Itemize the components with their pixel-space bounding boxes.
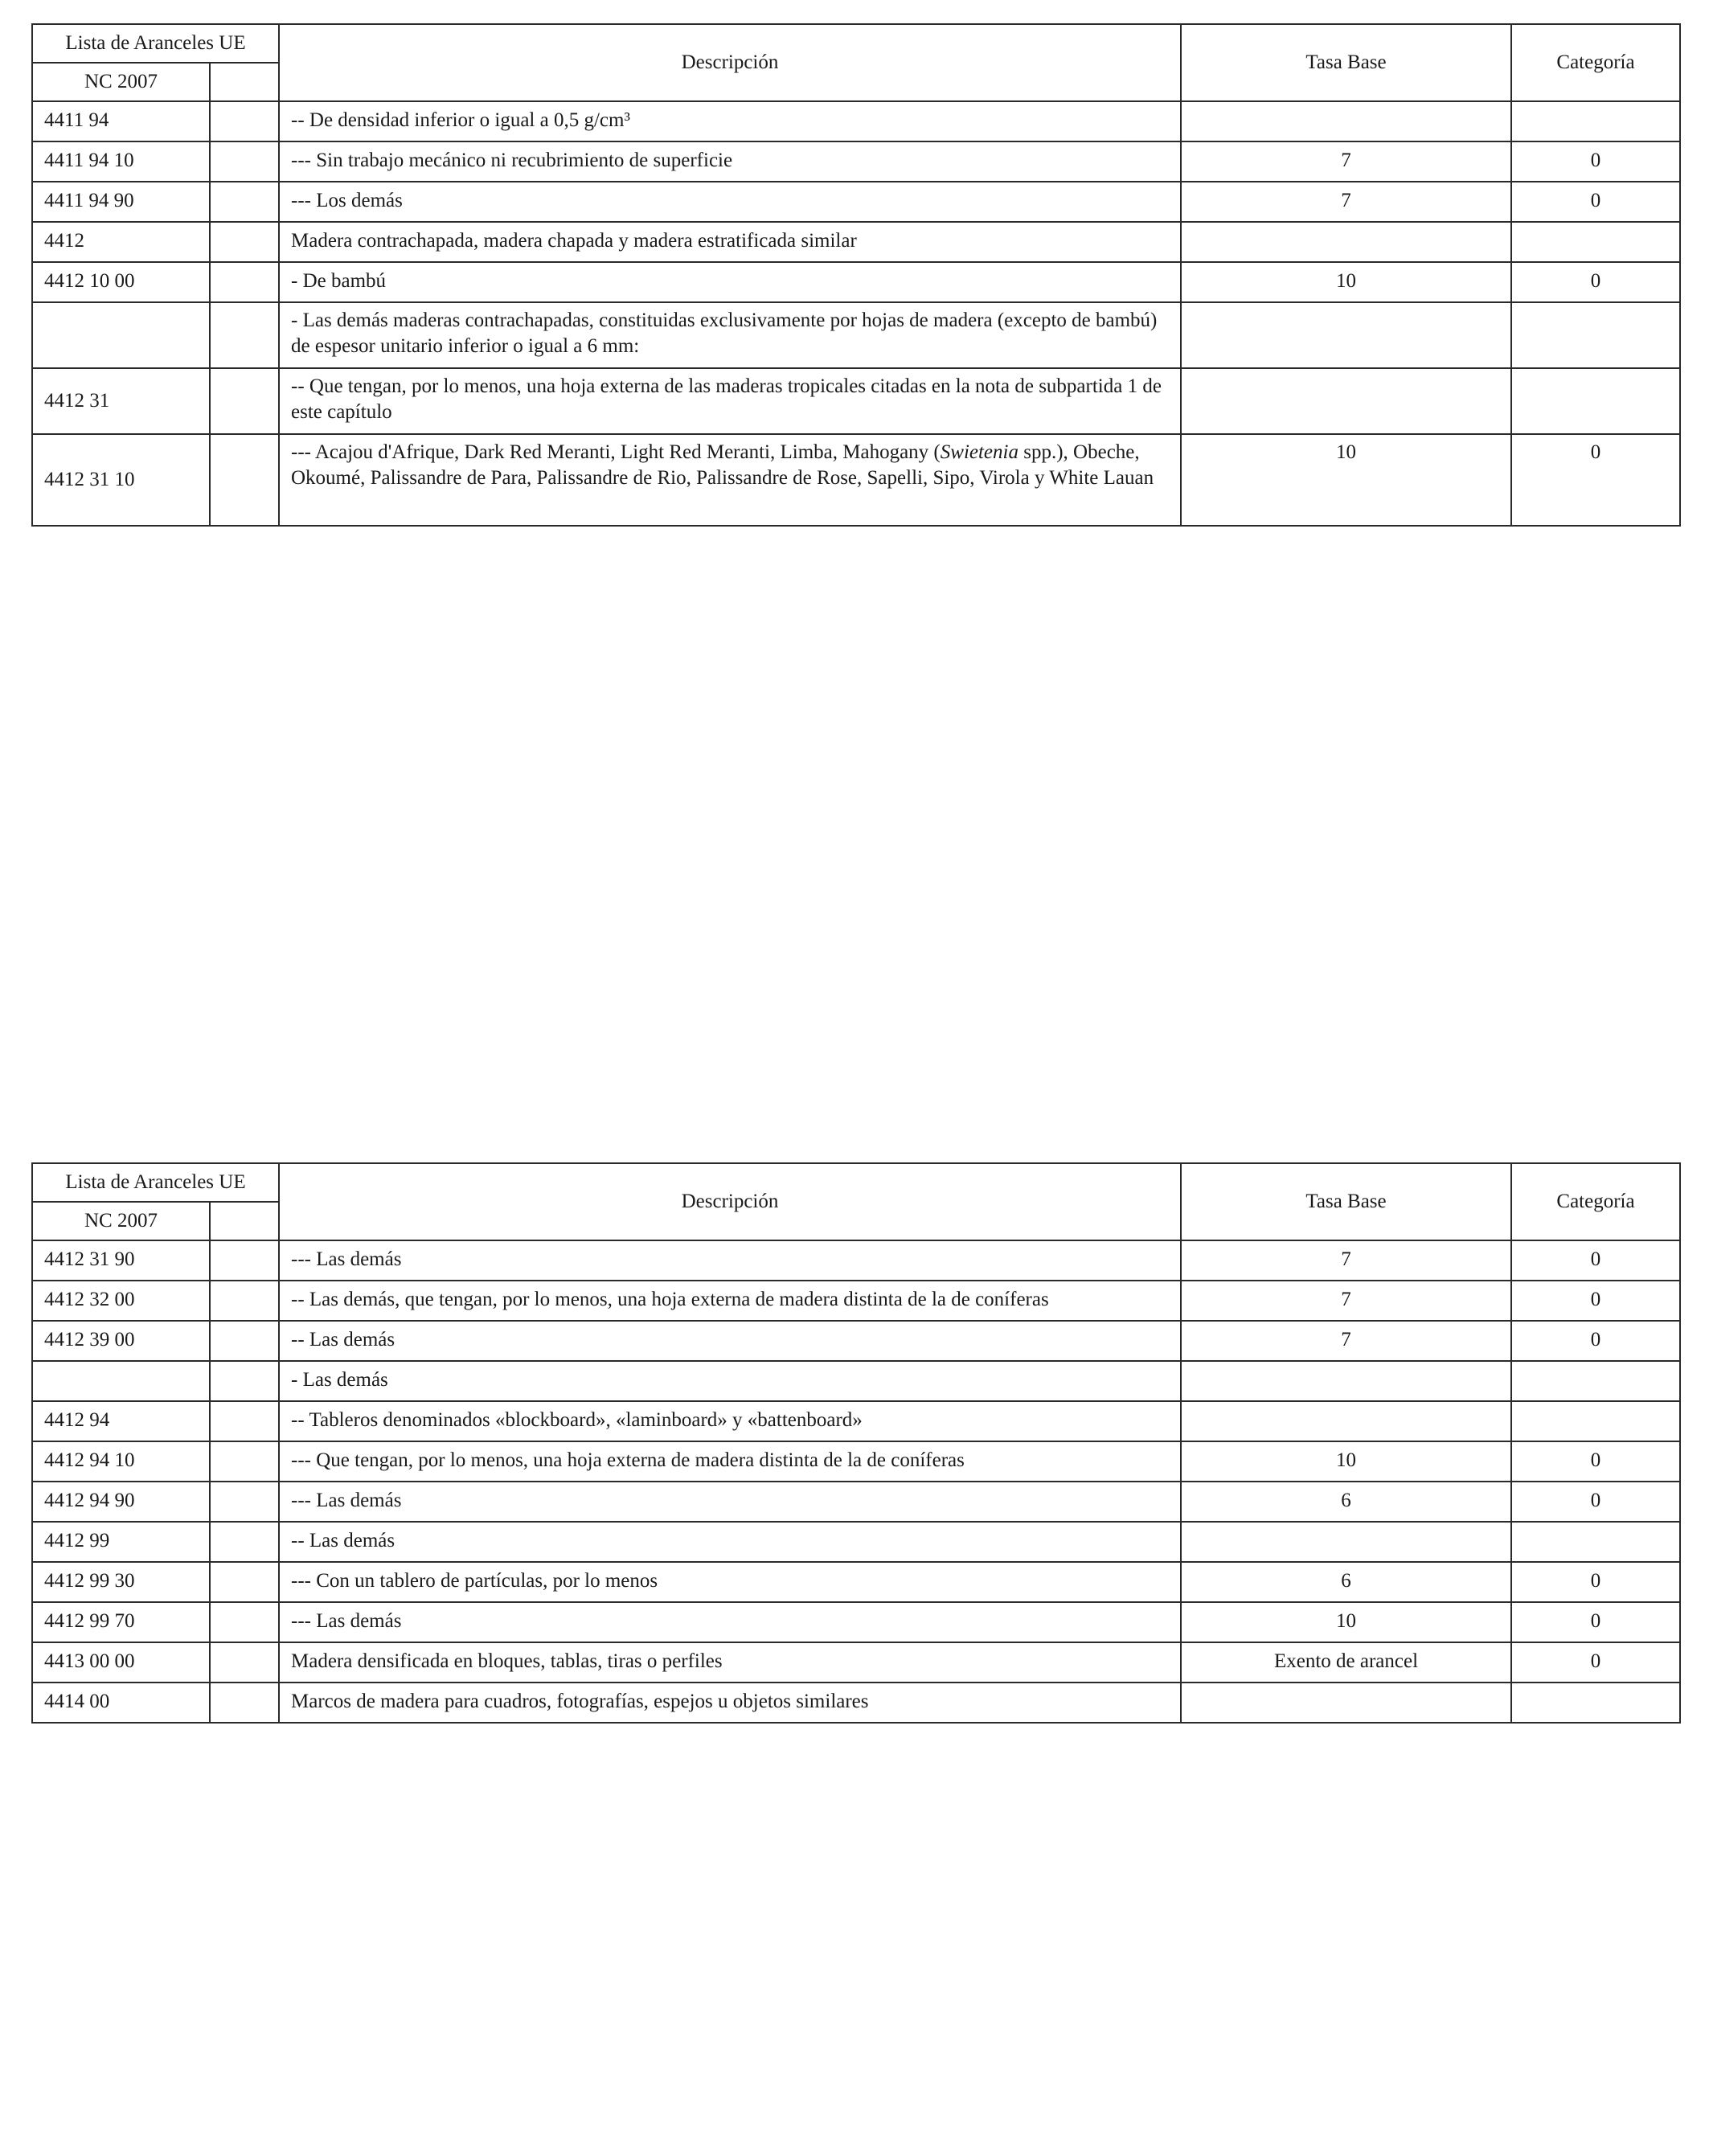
description-cell: -- Las demás, que tengan, por lo menos, una hoja externa de madera distinta de la de coníferas xyxy=(279,1281,1181,1321)
table-row xyxy=(32,1361,1680,1401)
code-cell: 4413 00 00 xyxy=(32,1642,210,1683)
header-tasa-base: Tasa Base xyxy=(1181,24,1511,101)
code-cell xyxy=(32,302,210,368)
table-row xyxy=(32,141,1680,182)
description-cell: --- Los demás xyxy=(279,182,1181,222)
categoria-cell: 0 xyxy=(1511,1562,1680,1602)
categoria-cell xyxy=(1511,101,1680,141)
table-row xyxy=(32,1683,1680,1723)
tasa-cell xyxy=(1181,1683,1511,1723)
categoria-cell xyxy=(1511,1361,1680,1401)
categoria-cell: 0 xyxy=(1511,1441,1680,1482)
code-cell: 4411 94 10 xyxy=(32,141,210,182)
table-row xyxy=(32,262,1680,302)
table-row xyxy=(32,368,1680,434)
code-cell: 4411 94 xyxy=(32,101,210,141)
empty-cell xyxy=(210,1522,279,1562)
description-cell xyxy=(279,434,1181,526)
code-cell: 4412 10 00 xyxy=(32,262,210,302)
table-row xyxy=(32,302,1680,368)
categoria-cell: 0 xyxy=(1511,262,1680,302)
code-cell: 4412 31 10 xyxy=(32,434,210,526)
description-cell: --- Las demás xyxy=(279,1482,1181,1522)
description-cell: - De bambú xyxy=(279,262,1181,302)
code-cell: 4412 94 10 xyxy=(32,1441,210,1482)
empty-cell xyxy=(210,101,279,141)
description-cell: --- Que tengan, por lo menos, una hoja externa de madera distinta de la de coníferas xyxy=(279,1441,1181,1482)
header-descripcion: Descripción xyxy=(279,24,1181,101)
tasa-cell xyxy=(1181,1361,1511,1401)
tasa-cell: 10 xyxy=(1181,434,1511,526)
code-cell: 4412 99 70 xyxy=(32,1602,210,1642)
categoria-cell xyxy=(1511,1683,1680,1723)
tasa-cell xyxy=(1181,222,1511,262)
empty-cell xyxy=(210,1441,279,1482)
empty-cell xyxy=(210,1683,279,1723)
categoria-cell xyxy=(1511,302,1680,368)
table-row xyxy=(32,1602,1680,1642)
header-nc: NC 2007 xyxy=(32,63,210,101)
header-empty-cell xyxy=(210,1202,279,1240)
description-cell: --- Las demás xyxy=(279,1240,1181,1281)
categoria-cell xyxy=(1511,1522,1680,1562)
categoria-cell: 0 xyxy=(1511,1321,1680,1361)
empty-cell xyxy=(210,1562,279,1602)
tasa-cell xyxy=(1181,101,1511,141)
table-row xyxy=(32,1522,1680,1562)
description-cell: --- Las demás xyxy=(279,1602,1181,1642)
tasa-cell: 7 xyxy=(1181,1321,1511,1361)
categoria-cell: 0 xyxy=(1511,141,1680,182)
code-cell: 4412 xyxy=(32,222,210,262)
empty-cell xyxy=(210,434,279,526)
empty-cell xyxy=(210,1642,279,1683)
code-cell: 4411 94 90 xyxy=(32,182,210,222)
tariff-table-2 xyxy=(31,1162,1681,1724)
header-empty-cell xyxy=(210,63,279,101)
description-cell: -- De densidad inferior o igual a 0,5 g/cm³ xyxy=(279,101,1181,141)
tasa-cell: 7 xyxy=(1181,1281,1511,1321)
code-cell xyxy=(32,1361,210,1401)
species-italic: Swietenia xyxy=(940,441,1018,463)
code-cell: 4412 99 30 xyxy=(32,1562,210,1602)
table-row xyxy=(32,1642,1680,1683)
tasa-cell: 7 xyxy=(1181,182,1511,222)
table-row xyxy=(32,1482,1680,1522)
code-cell: 4412 94 90 xyxy=(32,1482,210,1522)
description-text: spp.), Obeche, Okoumé, Palissandre de Para, Palissandre de Rio, Palissandre de Rose, Sapelli, Sipo, Virola y White Lauan xyxy=(291,441,1154,489)
categoria-cell: 0 xyxy=(1511,1602,1680,1642)
header-descripcion: Descripción xyxy=(279,1163,1181,1240)
empty-cell xyxy=(210,302,279,368)
header-lista: Lista de Aranceles UE xyxy=(32,1163,279,1202)
empty-cell xyxy=(210,368,279,434)
tasa-cell: 7 xyxy=(1181,141,1511,182)
tasa-cell: 6 xyxy=(1181,1562,1511,1602)
categoria-cell: 0 xyxy=(1511,1281,1680,1321)
tasa-cell: 6 xyxy=(1181,1482,1511,1522)
empty-cell xyxy=(210,1482,279,1522)
code-cell: 4412 32 00 xyxy=(32,1281,210,1321)
header-categoria: Categoría xyxy=(1511,1163,1680,1240)
description-cell: - Las demás xyxy=(279,1361,1181,1401)
table-row xyxy=(32,182,1680,222)
tasa-cell: Exento de arancel xyxy=(1181,1642,1511,1683)
description-cell: -- Las demás xyxy=(279,1522,1181,1562)
empty-cell xyxy=(210,1401,279,1441)
empty-cell xyxy=(210,262,279,302)
code-cell: 4412 94 xyxy=(32,1401,210,1441)
table-row xyxy=(32,1441,1680,1482)
empty-cell xyxy=(210,1240,279,1281)
tasa-cell: 10 xyxy=(1181,1441,1511,1482)
code-cell: 4412 31 xyxy=(32,368,210,434)
empty-cell xyxy=(210,1361,279,1401)
empty-cell xyxy=(210,1321,279,1361)
description-cell: -- Las demás xyxy=(279,1321,1181,1361)
tasa-cell: 7 xyxy=(1181,1240,1511,1281)
description-cell: - Las demás maderas contrachapadas, constituidas exclusivamente por hojas de madera (excepto de bambú) de espesor unitario inferior o igual a 6 mm: xyxy=(279,302,1181,368)
header-lista: Lista de Aranceles UE xyxy=(32,24,279,63)
code-cell: 4412 39 00 xyxy=(32,1321,210,1361)
empty-cell xyxy=(210,1281,279,1321)
table-row xyxy=(32,1562,1680,1602)
table-row xyxy=(32,101,1680,141)
description-cell: Marcos de madera para cuadros, fotografías, espejos u objetos similares xyxy=(279,1683,1181,1723)
categoria-cell: 0 xyxy=(1511,182,1680,222)
tasa-cell xyxy=(1181,368,1511,434)
tariff-table-1 xyxy=(31,23,1681,527)
description-cell: Madera contrachapada, madera chapada y madera estratificada similar xyxy=(279,222,1181,262)
description-cell: -- Tableros denominados «blockboard», «laminboard» y «battenboard» xyxy=(279,1401,1181,1441)
tasa-cell xyxy=(1181,1522,1511,1562)
table-row xyxy=(32,1240,1680,1281)
header-nc: NC 2007 xyxy=(32,1202,210,1240)
table-row xyxy=(32,1401,1680,1441)
categoria-cell xyxy=(1511,222,1680,262)
empty-cell xyxy=(210,222,279,262)
description-cell: --- Sin trabajo mecánico ni recubrimiento de superficie xyxy=(279,141,1181,182)
header-categoria: Categoría xyxy=(1511,24,1680,101)
table-row xyxy=(32,1281,1680,1321)
table-row xyxy=(32,434,1680,526)
description-cell: --- Con un tablero de partículas, por lo menos xyxy=(279,1562,1181,1602)
table-row xyxy=(32,1321,1680,1361)
tasa-cell: 10 xyxy=(1181,262,1511,302)
description-text: --- Acajou d'Afrique, Dark Red Meranti, Light Red Meranti, Limba, Mahogany ( xyxy=(291,441,941,463)
empty-cell xyxy=(210,1602,279,1642)
tasa-cell xyxy=(1181,1401,1511,1441)
categoria-cell: 0 xyxy=(1511,1482,1680,1522)
code-cell: 4412 31 90 xyxy=(32,1240,210,1281)
categoria-cell xyxy=(1511,1401,1680,1441)
empty-cell xyxy=(210,141,279,182)
tasa-cell: 10 xyxy=(1181,1602,1511,1642)
categoria-cell: 0 xyxy=(1511,1642,1680,1683)
code-cell: 4412 99 xyxy=(32,1522,210,1562)
header-tasa-base: Tasa Base xyxy=(1181,1163,1511,1240)
tasa-cell xyxy=(1181,302,1511,368)
description-cell: Madera densificada en bloques, tablas, tiras o perfiles xyxy=(279,1642,1181,1683)
categoria-cell: 0 xyxy=(1511,1240,1680,1281)
categoria-cell xyxy=(1511,368,1680,434)
description-cell: -- Que tengan, por lo menos, una hoja externa de las maderas tropicales citadas en la nota de subpartida 1 de este capítulo xyxy=(279,368,1181,434)
table-row xyxy=(32,222,1680,262)
categoria-cell: 0 xyxy=(1511,434,1680,526)
empty-cell xyxy=(210,182,279,222)
code-cell: 4414 00 xyxy=(32,1683,210,1723)
